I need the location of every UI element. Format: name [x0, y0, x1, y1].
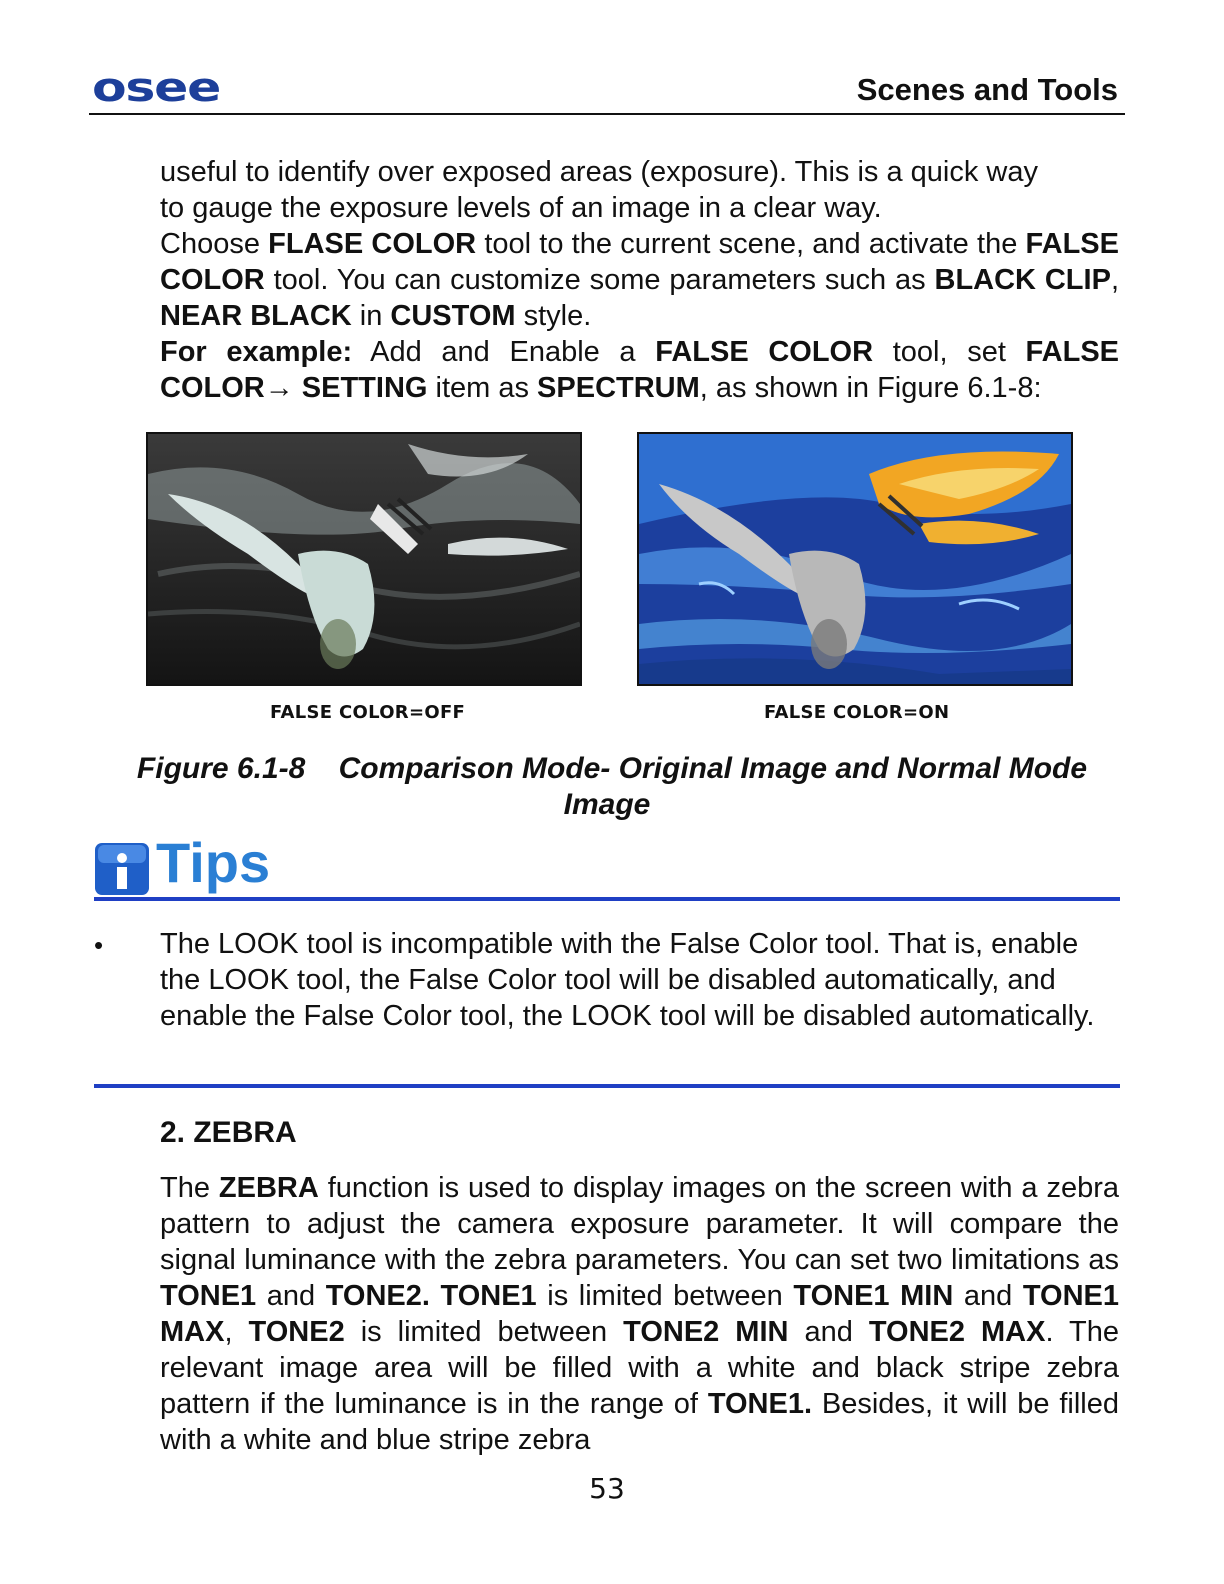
section-title: Scenes and Tools: [856, 72, 1118, 107]
header-divider: [89, 113, 1125, 115]
figure-false-color-on-image: [637, 432, 1073, 686]
figure-caption-continued: Image: [563, 788, 651, 821]
tips-divider-bottom: [94, 1084, 1120, 1088]
figure-label-on: FALSE COLOR=ON: [764, 702, 950, 723]
tips-text: The LOOK tool is incompatible with the False Color tool. That is, enable the LOOK tool, the False Color tool will be disabled automatically, and enable the False Color tool, the LOOK tool will be disabled automatically.: [160, 928, 1095, 1032]
intro-line-1: useful to identify over exposed areas (exposure). This is a quick way: [160, 156, 1038, 188]
tips-bullet: •: [94, 930, 104, 960]
figure-caption: Figure 6.1-8 Comparison Mode- Original Image and Normal Mode: [136, 752, 1088, 785]
figure-label-off: FALSE COLOR=OFF: [270, 702, 466, 723]
svg-text:osee: osee: [92, 70, 220, 106]
intro-paragraph-2: Choose FLASE COLOR tool to the current scene, and activate the FALSE COLOR tool. You can customize some parameters such as BLACK CLIP, NEAR BLACK in CUSTOM style.: [160, 228, 1119, 332]
section-heading-zebra: 2. ZEBRA: [160, 1116, 297, 1149]
intro-line-2: to gauge the exposure levels of an image in a clear way.: [160, 192, 882, 224]
info-icon: [94, 840, 150, 896]
tips-divider-top: [94, 897, 1120, 901]
osee-logo: [92, 70, 222, 106]
figure-false-color-off-image: [146, 432, 582, 686]
tips-heading: Tips: [156, 831, 271, 894]
intro-paragraph-3: For example: Add and Enable a FALSE COLOR tool, set FALSE COLOR→ SETTING item as SPECTRUM, as shown in Figure 6.1-8:: [160, 336, 1120, 404]
page-number: 53: [589, 1472, 625, 1505]
zebra-paragraph: The ZEBRA function is used to display images on the screen with a zebra pattern to adjust the camera exposure parameter. It will compare the signal luminance with the zebra parameters. You can set two limitations as TONE1 and TONE2. TONE1 is limited between TONE1 MIN and TONE1 MAX, TONE2 is limited between TONE2 MIN and TONE2 MAX. The relevant image area will be filled with a white and black stripe zebra pattern if the luminance is in the range of TONE1. Besides, it will be filled with a white and blue stripe zebra: [160, 1172, 1120, 1456]
